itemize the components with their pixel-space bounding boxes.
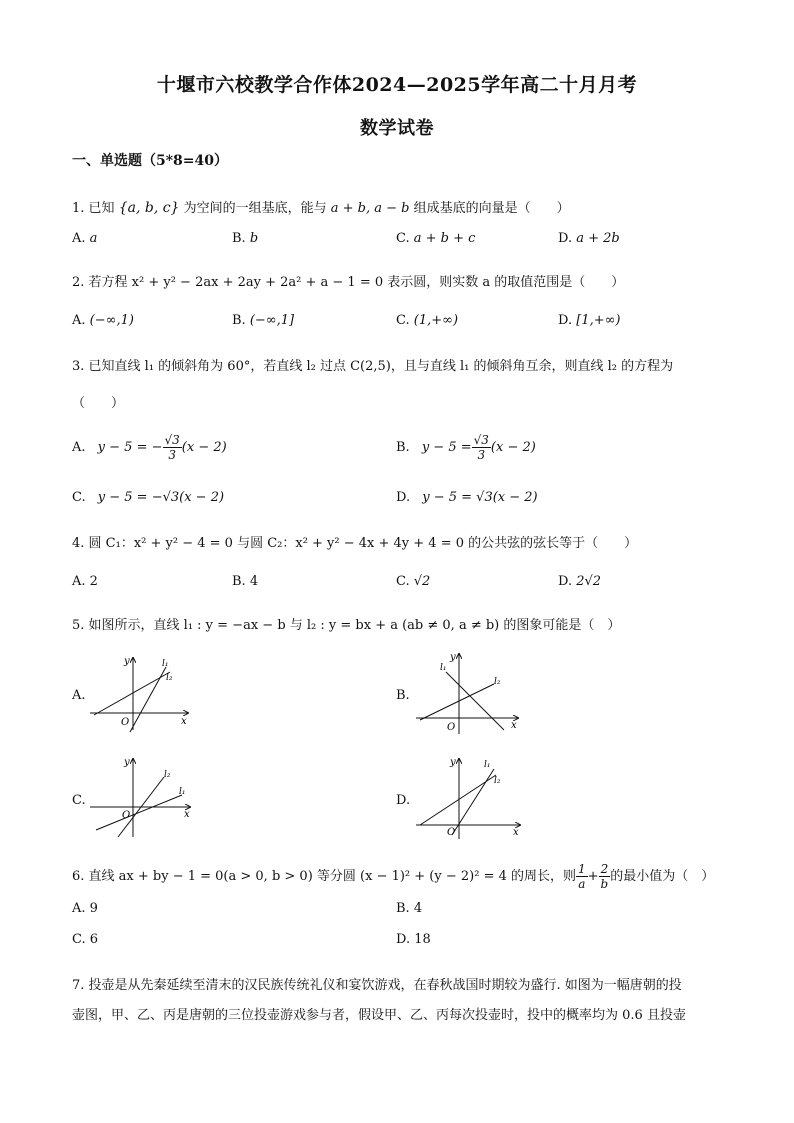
q4-option-b: B. 4	[232, 574, 259, 589]
svg-text:l₂: l₂	[164, 770, 171, 780]
q6-option-d: D. 18	[396, 932, 431, 947]
q1-vectors: a + b, a − b	[330, 201, 410, 216]
q1-text-a: 已知	[88, 201, 115, 216]
section-heading: 一、单选题（5*8=40）	[72, 153, 229, 169]
q4-option-c: C. √2	[396, 574, 431, 589]
svg-text:l₁: l₁	[162, 659, 169, 669]
question-2: 2. 若方程 x² + y² − 2ax + 2ay + 2a² + a − 1 = 0 表示圆，则实数 a 的取值范围是（ ）	[72, 275, 625, 290]
svg-text:l₂: l₂	[166, 673, 173, 683]
svg-text:x: x	[513, 827, 519, 838]
q2-option-a: A. (−∞,1)	[72, 313, 134, 328]
q1-option-b: B. b	[232, 231, 259, 246]
q4-option-a: A. 2	[72, 574, 98, 589]
svg-text:l₂: l₂	[494, 677, 501, 687]
svg-text:O: O	[447, 722, 456, 733]
svg-text:l₁: l₁	[484, 760, 491, 770]
svg-text:l₂: l₂	[494, 776, 501, 786]
svg-text:x: x	[184, 809, 190, 820]
q5-graph-b	[414, 650, 524, 735]
svg-text:l₁: l₁	[440, 663, 447, 673]
q3-option-d: D. y − 5 = √3(x − 2)	[396, 490, 538, 505]
svg-text:O: O	[121, 717, 130, 728]
svg-text:x: x	[181, 716, 187, 727]
q2-option-d: D. [1,+∞)	[558, 313, 621, 328]
q5-graph-d	[414, 755, 524, 840]
q3-option-c: C. y − 5 = −√3(x − 2)	[72, 490, 225, 505]
q5-option-c-label: C.	[72, 793, 86, 808]
q6-option-b: B. 4	[396, 901, 423, 916]
svg-text:l₁: l₁	[179, 787, 186, 797]
q3-option-a: A. y − 5 = − $\frac{√3}{3}$ (x − 2)	[72, 433, 227, 462]
q4-option-d: D. 2√2	[558, 574, 602, 589]
q5-graph-c	[88, 755, 198, 840]
q1-option-a: A. a	[72, 231, 98, 246]
q5-option-a-label: A.	[72, 688, 86, 703]
question-6: 6. 直线 ax + by − 1 = 0(a > 0, b > 0) 等分圆 (x − 1)² + (y − 2)² = 4 的周长，则 $\frac{1}{a}$ + $\frac{2}{b}$ 的最小值为（ ）	[72, 862, 715, 891]
q1-option-d: D. a + 2b	[558, 231, 620, 246]
svg-text:O: O	[122, 810, 131, 821]
svg-text:y: y	[450, 757, 456, 768]
q1-option-c: C. a + b + c	[396, 231, 476, 246]
q6-option-c: C. 6	[72, 932, 99, 947]
svg-text:y: y	[124, 757, 130, 768]
q5-option-d-label: D.	[396, 793, 411, 808]
question-7-line1: 7. 投壶是从先秦延续至清末的汉民族传统礼仪和宴饮游戏，在春秋战国时期较为盛行. 如图为一幅唐朝的投	[72, 978, 682, 993]
question-4: 4. 圆 C₁：x² + y² − 4 = 0 与圆 C₂：x² + y² − 4x + 4y + 4 = 0 的公共弦的弦长等于（ ）	[72, 536, 638, 551]
page-title: 十堰市六校教学合作体2024—2025学年高二十月月考	[156, 74, 638, 96]
question-3-line1: 3. 已知直线 l₁ 的倾斜角为 60°，若直线 l₂ 过点 C(2,5)，且与直线 l₁ 的倾斜角互余，则直线 l₂ 的方程为	[72, 359, 674, 374]
svg-text:O: O	[447, 827, 456, 838]
q2-option-c: C. (1,+∞)	[396, 313, 459, 328]
q1-number: 1.	[72, 201, 85, 216]
page-subtitle: 数学试卷	[360, 118, 434, 139]
question-1	[72, 197, 570, 216]
svg-text:x: x	[511, 720, 517, 731]
question-7-line2: 壶图，甲、乙、丙是唐朝的三位投壶游戏参与者，假设甲、乙、丙每次投壶时，投中的概率均为 0.6 且投壶	[72, 1008, 686, 1023]
svg-text:y: y	[124, 656, 130, 667]
q3-option-b: B. y − 5 = $\frac{√3}{3}$ (x − 2)	[396, 433, 536, 462]
q2-option-b: B. (−∞,1]	[232, 313, 295, 328]
q6-option-a: A. 9	[72, 901, 98, 916]
svg-text:y: y	[450, 652, 456, 663]
q1-text-b: 为空间的一组基底，能与	[183, 201, 327, 216]
question-3-line2: （ ）	[72, 396, 125, 411]
q1-text-c: 组成基底的向量是（ ）	[413, 201, 570, 216]
question-5: 5. 如图所示，直线 l₁ : y = −ax − b 与 l₂ : y = bx + a (ab ≠ 0, a ≠ b) 的图象可能是（ ）	[72, 618, 621, 633]
q1-basis-set: {a, b, c}	[118, 200, 180, 216]
q5-graph-a	[88, 650, 198, 735]
q5-option-b-label: B.	[396, 688, 410, 703]
